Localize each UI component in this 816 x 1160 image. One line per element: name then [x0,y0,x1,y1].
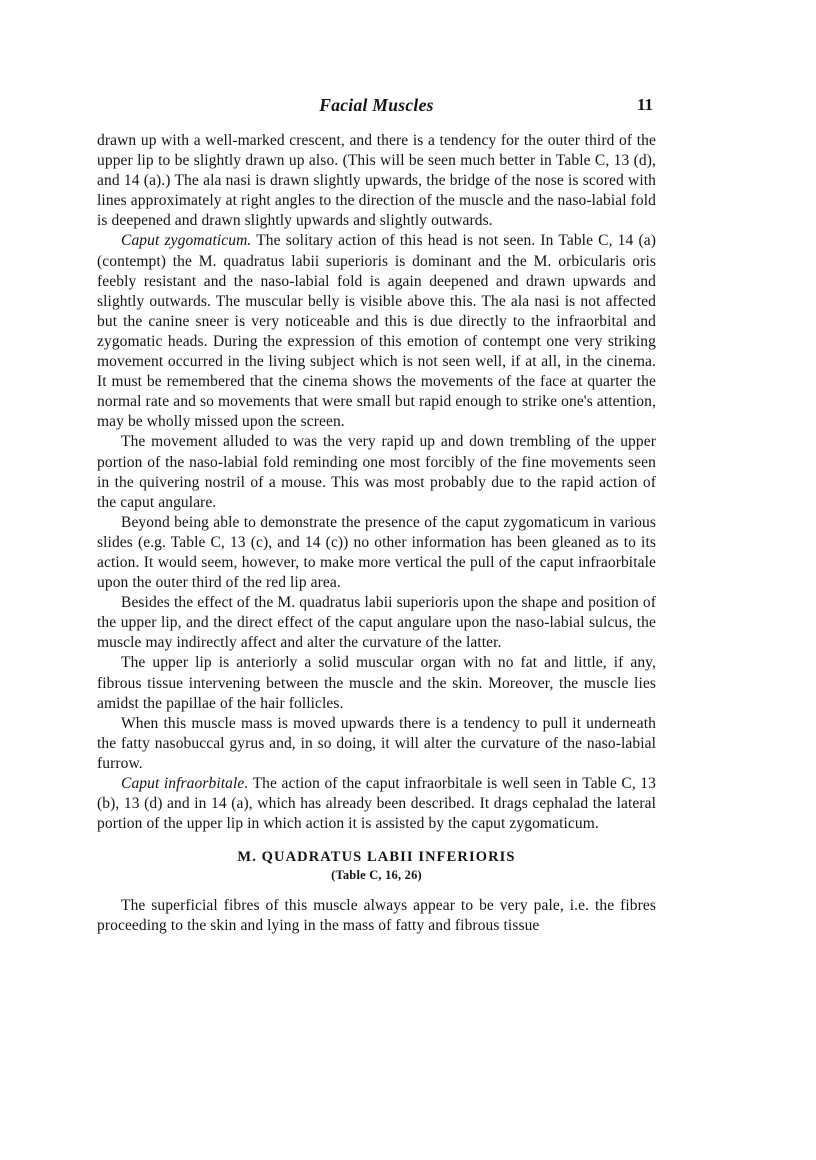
running-title: Facial Muscles [319,95,434,115]
paragraph-text: The action of the caput infraorbitale is well seen in Table C, 13 (b), 13 (d) and in 14 (a), which has already been described. It drags cephalad the lateral portion of the upper lip in which action it is assisted by the caput zygomaticum. [97,775,656,833]
paragraph-text: The superficial fibres of this muscle always appear to be very pale, i.e. the fibres proceeding to the skin and lying in the mass of fatty and fibrous tissue [97,897,656,935]
running-header [97,95,656,117]
paragraph [97,653,656,713]
italic-lead: Caput infraorbitale. [121,775,249,792]
page-number: 11 [636,95,653,114]
paragraph-text: The upper lip is anteriorly a solid muscular organ with no fat and little, if any, fibrous tissue intervening between the muscle and the skin. Moreover, the muscle lies amidst the papillae of the hair follicles. [97,654,656,712]
paragraph-text: When this muscle mass is moved upwards there is a tendency to pull it underneath the fatty nasobuccal gyrus and, in so doing, it will alter the curvature of the naso-labial furrow. [97,714,656,772]
paragraph [97,896,656,936]
paragraph-text: Besides the effect of the M. quadratus labii superioris upon the shape and position of the upper lip, and the direct effect of the caput angulare upon the naso-labial sulcus, the muscle may indirectly affect and alter the curvature of the latter. [97,594,656,652]
paragraph [97,513,656,593]
italic-lead: Caput zygomaticum. [121,232,252,250]
paragraph [97,774,656,834]
paragraph-text: drawn up with a well-marked crescent, and there is a tendency for the outer third of the upper lip to be slightly drawn up also. (This will be seen much better in Table C, 13 (d), and 14 (a).) The ala nasi is drawn slightly upwards, the bridge of the nose is scored with lines approximately at right angles to the direction of the muscle and the naso-labial fold is deepened and drawn slightly upwards and slightly outwards. [97,132,656,230]
paragraph [97,231,656,432]
paragraph [97,714,656,774]
paragraph [97,131,656,231]
section-heading-block [97,849,656,883]
section-subheading: (Table C, 16, 26) [331,868,422,883]
paragraph [97,593,656,653]
paragraph-text: Beyond being able to demonstrate the presence of the caput zygomaticum in various slides (e.g. Table C, 13 (c), and 14 (c)) no other information has been gleaned as to its action. It would seem, however, to make more vertical the pull of the caput infraorbitale upon the outer third of the red lip area. [97,513,656,592]
text-block [97,95,656,936]
section-heading: M. QUADRATUS LABII INFERIORIS [237,849,516,866]
paragraph [97,432,656,512]
closing-body [97,896,656,936]
page-body [97,131,656,834]
paragraph-text: The solitary action of this head is not seen. In Table C, 14 (a) (contempt) the M. quadratus labii superioris is dominant and the M. orbicularis oris feebly resistant and the naso-labial fold is again deepened and drawn upwards and slightly outwards. The muscular belly is visible above this. The ala nasi is not affected but the canine sneer is very noticeable and this is due directly to the infraorbital and zygomatic heads. During the expression of this emotion of contempt one very striking movement occurred in the living subject which is not seen well, if at all, in the cinema. It must be remembered that the cinema shows the movements of the face at quarter the normal rate and so movements that were small but rapid enough to strike one's attention, may be wholly missed upon the screen. [97,232,656,431]
paragraph-text: The movement alluded to was the very rapid up and down trembling of the upper portion of the naso-labial fold reminding one most forcibly of the fine movements seen in the quivering nostril of a mouse. This was most probably due to the rapid action of the caput angulare. [97,433,656,511]
